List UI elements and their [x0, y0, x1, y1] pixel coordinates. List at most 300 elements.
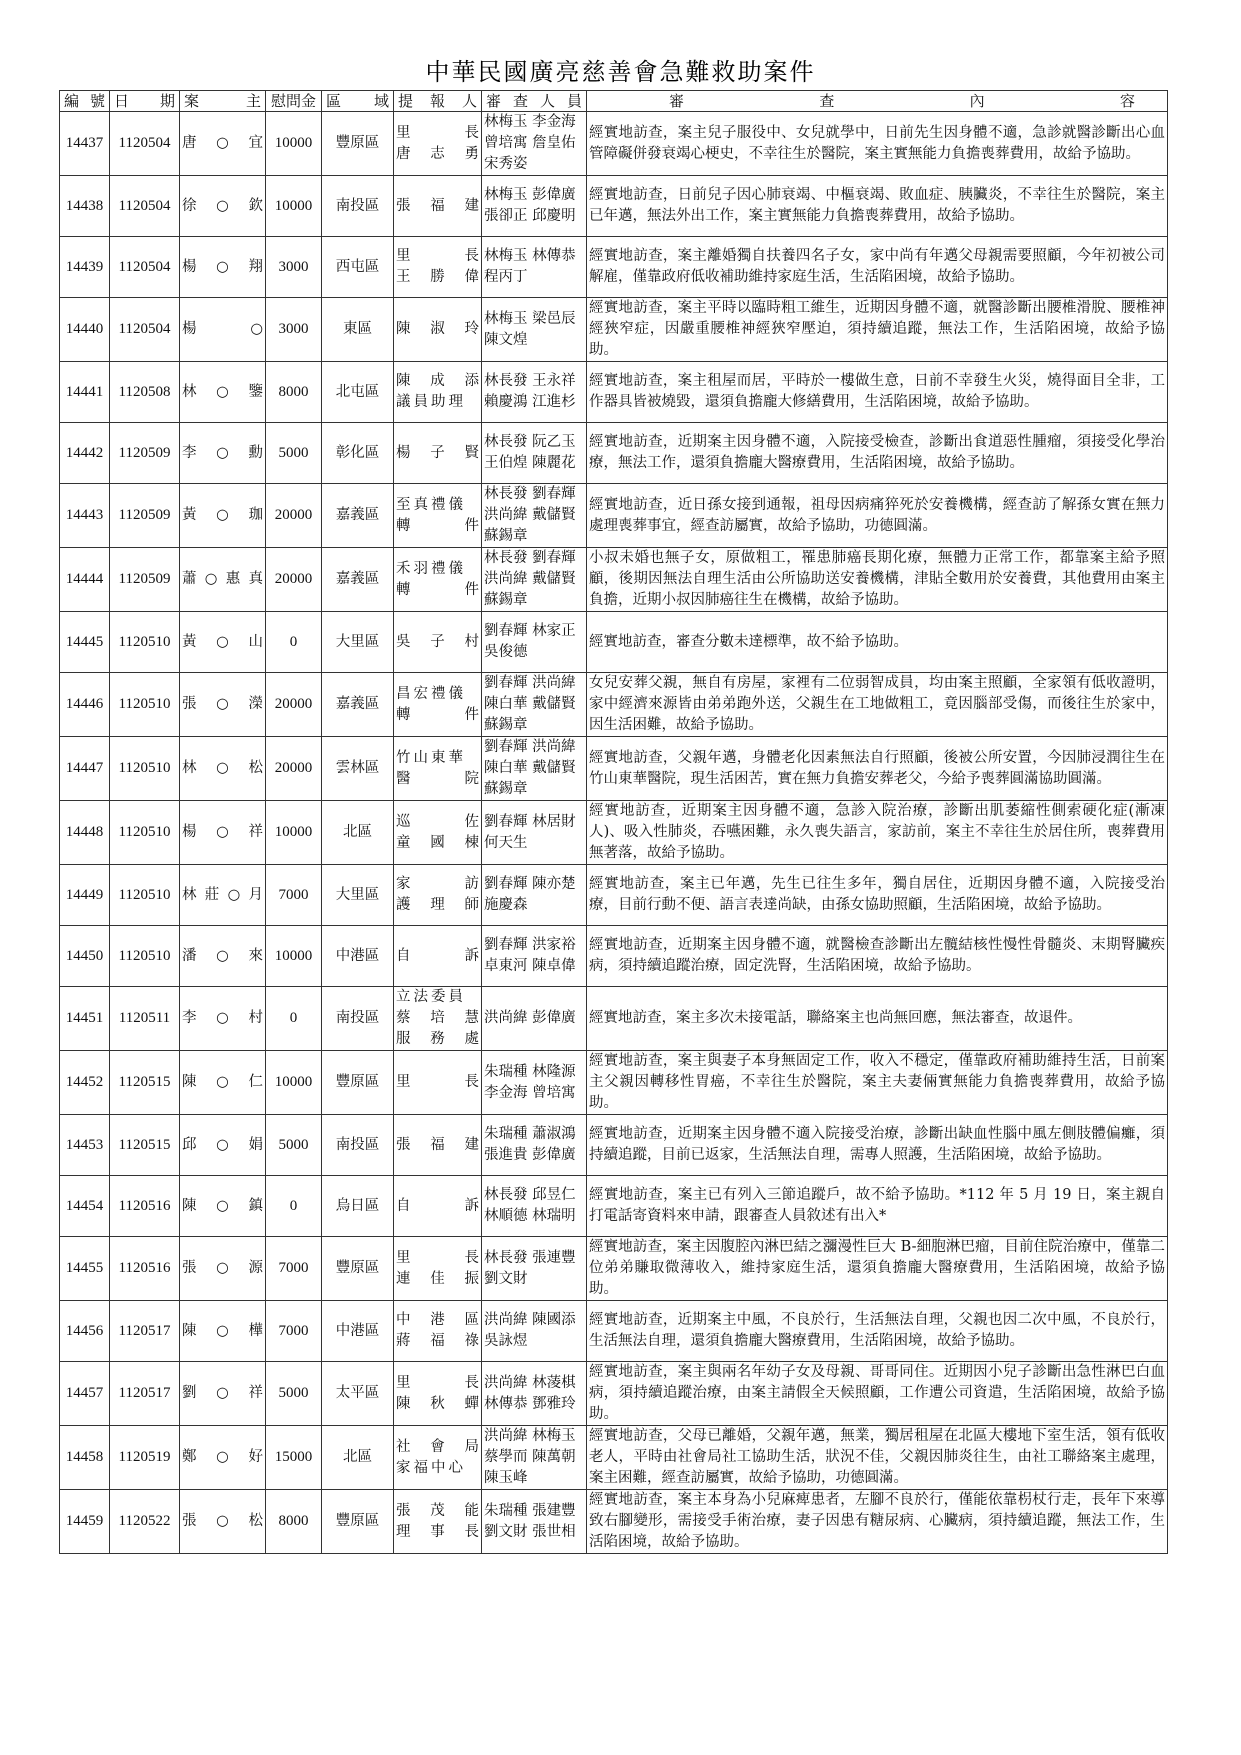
reviewer-line: 李金海 曾培寓 — [484, 1084, 576, 1101]
case-reviewers — [482, 1237, 587, 1301]
case-reporter — [394, 1490, 482, 1554]
reviewer-line: 洪尚緯 戴儲賢 — [484, 571, 576, 587]
table-row — [60, 926, 1168, 987]
case-number: 14440 — [60, 298, 110, 362]
case-applicant — [180, 673, 266, 737]
case-reviewers — [482, 987, 587, 1051]
case-content: 經實地訪查，父母已離婚，父親年邁，無業，獨居租屋在北區大樓地下室生活，領有低收老人，平時由社會局社工協助生活，狀況不佳，父親因肺炎往生，由社工聯絡案主處理，案主困難，經查訪屬實，故給予協助，功德圓滿。 — [587, 1426, 1168, 1490]
applicant-char: ○ — [250, 321, 263, 337]
case-reporter — [394, 484, 482, 548]
case-content: 經實地訪查，近期案主因身體不適，就醫檢查診斷出左髖結核性慢性骨髓炎、末期腎臟疾病，須持續追蹤治療，固定洗腎，生活陷困境，故給予協助。 — [587, 926, 1168, 987]
reporter-line: 護 理 師 — [396, 897, 479, 913]
case-reporter — [394, 1362, 482, 1426]
applicant-char: ○ — [216, 1449, 229, 1465]
case-amount: 15000 — [266, 1426, 322, 1490]
applicant-char: 濚 — [248, 696, 263, 712]
applicant-char: 潘 — [182, 947, 197, 964]
reporter-line: 自 訴 — [396, 1197, 479, 1214]
case-area: 大里區 — [322, 612, 394, 673]
reviewer-line: 程丙丁 — [484, 269, 528, 285]
reporter-line: 家福中心 — [396, 1459, 466, 1476]
reviewer-line: 林梅玉 李金海 — [484, 114, 576, 130]
case-date: 1120504 — [110, 237, 180, 298]
reporter-line: 連 佳 振 — [396, 1270, 479, 1287]
reviewer-line: 卓東河 陳卓偉 — [484, 958, 576, 974]
case-content: 經實地訪查，日前兒子因心肺衰竭、中樞衰竭、敗血症、胰臟炎，不幸往生於醫院，案主已年邁，無法外出工作，案主實無能力負擔喪葬費用，故給予協助。 — [587, 176, 1168, 237]
reviewer-line: 宋秀姿 — [484, 156, 528, 172]
case-reporter — [394, 865, 482, 926]
reviewer-line: 蘇錫章 — [484, 717, 528, 733]
case-area: 中港區 — [322, 1301, 394, 1362]
applicant-char: ○ — [216, 1136, 229, 1153]
case-reviewers — [482, 1362, 587, 1426]
applicant-char: 張 — [182, 1260, 197, 1276]
reporter-line: 服 務 處 — [396, 1031, 479, 1047]
applicant-char: 勳 — [248, 444, 263, 461]
header-reporter: 提 報 人 — [394, 91, 482, 112]
case-date: 1120516 — [110, 1176, 180, 1237]
case-area: 南投區 — [322, 176, 394, 237]
reviewer-line: 林長發 王永祥 — [484, 373, 576, 389]
case-reviewers — [482, 737, 587, 801]
reporter-line: 轉 件 — [396, 581, 479, 598]
case-applicant — [180, 484, 266, 548]
case-applicant — [180, 298, 266, 362]
case-area: 北區 — [322, 1426, 394, 1490]
reviewer-line: 洪尚緯 彭偉廣 — [484, 1010, 576, 1026]
case-applicant — [180, 1115, 266, 1176]
case-applicant — [180, 1490, 266, 1554]
reviewer-line: 林長發 邱昱仁 — [484, 1187, 576, 1203]
table-header-row — [60, 91, 1168, 112]
case-area: 豐原區 — [322, 1490, 394, 1554]
case-content: 經實地訪查，案主與兩名年幼子女及母親、哥哥同住。近期因小兒子診斷出急性淋巴白血病，須持續追蹤治療，由案主請假全天候照顧，工作遭公司資遣，生活陷困境，故給予協助。 — [587, 1362, 1168, 1426]
case-amount: 8000 — [266, 1490, 322, 1554]
table-row — [60, 423, 1168, 484]
reviewer-line: 劉春輝 洪家裕 — [484, 937, 576, 953]
applicant-char: 源 — [248, 1260, 263, 1276]
case-applicant — [180, 237, 266, 298]
reviewer-line: 林梅玉 彭偉廣 — [484, 187, 576, 203]
reviewer-line: 賴慶鴻 江進杉 — [484, 394, 576, 410]
applicant-char: 仁 — [248, 1074, 263, 1090]
case-reporter — [394, 423, 482, 484]
case-date: 1120522 — [110, 1490, 180, 1554]
case-reviewers — [482, 1490, 587, 1554]
applicant-char: ○ — [216, 1513, 229, 1529]
reporter-line: 立法委員 — [396, 989, 466, 1005]
reporter-line: 巡 佐 — [396, 813, 479, 830]
case-amount: 7000 — [266, 1301, 322, 1362]
reporter-line: 張 福 建 — [396, 1136, 479, 1153]
header-date: 日 期 — [110, 91, 180, 112]
case-reporter — [394, 737, 482, 801]
table-row — [60, 1490, 1168, 1554]
applicant-char: 鑒 — [248, 383, 263, 400]
case-reviewers — [482, 237, 587, 298]
reporter-line: 唐 志 勇 — [396, 145, 479, 162]
case-content: 女兒安葬父親，無自有房屋，家裡有二位弱智成員，均由案主照顧，全家領有低收證明，家中經濟來源皆由弟弟跑外送，父親生在工地做粗工，竟因腦部受傷，而後往生於家中，因生活困難，故給予協助。 — [587, 673, 1168, 737]
table-row — [60, 673, 1168, 737]
reporter-line: 里 長 — [396, 1374, 479, 1391]
case-reporter — [394, 176, 482, 237]
case-amount: 20000 — [266, 484, 322, 548]
case-reviewers — [482, 362, 587, 423]
reviewer-line: 洪尚緯 陳國添 — [484, 1312, 576, 1328]
case-content: 經實地訪查，案主租屋而居，平時於一樓做生意，日前不幸發生火災，燒得面目全非，工作器具皆被燒毀，還須負擔龐大修繕費用，生活陷困境，故給予協助。 — [587, 362, 1168, 423]
applicant-char: ○ — [216, 197, 229, 214]
case-reviewers — [482, 298, 587, 362]
reviewer-line: 林傳恭 鄧雅玲 — [484, 1395, 576, 1412]
reviewer-line: 林長發 張連豐 — [484, 1249, 576, 1266]
case-amount: 3000 — [266, 298, 322, 362]
case-number: 14454 — [60, 1176, 110, 1237]
case-reporter — [394, 112, 482, 176]
applicant-char: ○ — [204, 571, 218, 587]
reporter-line: 陳 秋 蟬 — [396, 1395, 479, 1412]
case-reviewers — [482, 926, 587, 987]
applicant-char: ○ — [216, 1260, 229, 1276]
case-area: 豐原區 — [322, 1051, 394, 1115]
case-number: 14437 — [60, 112, 110, 176]
case-date: 1120510 — [110, 801, 180, 865]
reviewer-line: 劉春輝 林居財 — [484, 813, 576, 830]
reporter-line: 張 茂 能 — [396, 1502, 479, 1519]
case-reporter — [394, 362, 482, 423]
case-date: 1120510 — [110, 673, 180, 737]
applicant-char: ○ — [216, 1385, 229, 1401]
reporter-line: 張 福 建 — [396, 197, 479, 214]
applicant-char: 村 — [248, 1010, 263, 1026]
case-area: 雲林區 — [322, 737, 394, 801]
case-date: 1120508 — [110, 362, 180, 423]
case-reviewers — [482, 176, 587, 237]
case-content: 經實地訪查，案主本身為小兒麻痺患者，左腳不良於行，僅能依靠枴杖行走，長年下來導致右腳變形，需接受手術治療，妻子因患有糖尿病、心臟病，須持續追蹤，無法工作，生活陷困境，故給予協助。 — [587, 1490, 1168, 1554]
reviewer-line: 林長發 阮乙玉 — [484, 434, 576, 450]
table-row — [60, 737, 1168, 801]
case-amount: 7000 — [266, 1237, 322, 1301]
applicant-char: 樺 — [248, 1322, 263, 1339]
reviewer-line: 張進貴 彭偉廣 — [484, 1147, 576, 1163]
case-number: 14447 — [60, 737, 110, 801]
case-number: 14446 — [60, 673, 110, 737]
case-date: 1120504 — [110, 298, 180, 362]
applicant-char: ○ — [216, 1322, 229, 1339]
table-row — [60, 1176, 1168, 1237]
case-amount: 20000 — [266, 737, 322, 801]
table-row — [60, 1051, 1168, 1115]
case-area: 烏日區 — [322, 1176, 394, 1237]
reviewer-line: 陳玉峰 — [484, 1470, 528, 1486]
table-row — [60, 298, 1168, 362]
case-applicant — [180, 362, 266, 423]
applicant-char: 松 — [248, 1513, 263, 1529]
applicant-char: ○ — [227, 886, 241, 903]
case-date: 1120510 — [110, 926, 180, 987]
applicant-char: 李 — [182, 444, 197, 461]
reporter-line: 吳 子 村 — [396, 633, 479, 650]
case-content: 經實地訪查，審查分數未達標準，故不給予協助。 — [587, 612, 1168, 673]
case-number: 14458 — [60, 1426, 110, 1490]
table-row — [60, 801, 1168, 865]
reporter-line: 禾羽禮儀 — [396, 560, 466, 577]
reviewer-line: 朱瑞種 蕭淑鴻 — [484, 1126, 576, 1142]
case-reviewers — [482, 612, 587, 673]
reporter-line: 議員助理 — [396, 394, 466, 410]
case-date: 1120509 — [110, 548, 180, 612]
reporter-line: 陳 成 添 — [396, 373, 479, 389]
table-row — [60, 112, 1168, 176]
applicant-char: 鄭 — [182, 1449, 197, 1465]
case-reporter — [394, 801, 482, 865]
reporter-line: 醫 院 — [396, 770, 479, 787]
reporter-line: 里 長 — [396, 1074, 479, 1090]
case-amount: 5000 — [266, 1362, 322, 1426]
case-amount: 5000 — [266, 1115, 322, 1176]
reviewer-line: 陳文煌 — [484, 331, 528, 348]
applicant-char: ○ — [216, 824, 229, 840]
reviewer-line: 蘇錫章 — [484, 528, 528, 544]
applicant-char: ○ — [216, 383, 229, 400]
reporter-line: 自 訴 — [396, 947, 479, 964]
reporter-line: 家 訪 — [396, 876, 479, 892]
case-reviewers — [482, 673, 587, 737]
case-reporter — [394, 1115, 482, 1176]
case-area: 大里區 — [322, 865, 394, 926]
case-reporter — [394, 1301, 482, 1362]
case-content: 經實地訪查，案主已年邁，先生已往生多年，獨自居住，近期因身體不適，入院接受治療，目前行動不便、語言表達尚缺，由孫女協助照顧，生活陷困境，故給予協助。 — [587, 865, 1168, 926]
case-reviewers — [482, 1176, 587, 1237]
reporter-line: 轉 件 — [396, 517, 479, 534]
case-content: 經實地訪查，案主兒子服役中、女兒就學中，日前先生因身體不適，急診就醫診斷出心血管障礙併發衰竭心梗史，不幸往生於醫院，案主實無能力負擔喪葬費用，故給予協助。 — [587, 112, 1168, 176]
case-number: 14456 — [60, 1301, 110, 1362]
case-content: 經實地訪查，近期案主因身體不適，入院接受檢查，診斷出食道惡性腫瘤，須接受化學治療，無法工作，還須負擔龐大醫療費用，生活陷困境，故給予協助。 — [587, 423, 1168, 484]
reviewer-line: 林梅玉 梁邑辰 — [484, 310, 576, 327]
table-row — [60, 987, 1168, 1051]
case-applicant — [180, 1362, 266, 1426]
reviewer-line: 陳白華 戴儲賢 — [484, 696, 576, 712]
applicant-char: 翔 — [248, 258, 263, 275]
applicant-char: ○ — [216, 947, 229, 964]
header-content: 審 查 內 容 — [587, 91, 1168, 112]
applicant-char: 唐 — [182, 135, 197, 151]
reviewer-line: 張卻正 邱慶明 — [484, 208, 576, 224]
case-amount: 0 — [266, 1176, 322, 1237]
header-reviewers: 審 查 人 員 — [482, 91, 587, 112]
table-row — [60, 237, 1168, 298]
case-reporter — [394, 1176, 482, 1237]
case-amount: 5000 — [266, 423, 322, 484]
page-title: 中華民國廣亮慈善會急難救助案件 — [425, 58, 816, 86]
case-applicant — [180, 176, 266, 237]
case-applicant — [180, 548, 266, 612]
case-number: 14459 — [60, 1490, 110, 1554]
case-reporter — [394, 1051, 482, 1115]
case-applicant — [180, 737, 266, 801]
case-applicant — [180, 865, 266, 926]
case-area: 嘉義區 — [322, 673, 394, 737]
case-content: 經實地訪查，父親年邁，身體老化因素無法自行照顧，後被公所安置，今因肺浸潤往生在竹山東華醫院，現生活困苦，實在無力負擔安葬老父，今給予喪葬圓滿協助圓滿。 — [587, 737, 1168, 801]
case-reporter — [394, 1237, 482, 1301]
case-amount: 10000 — [266, 112, 322, 176]
case-amount: 20000 — [266, 548, 322, 612]
case-reviewers — [482, 1426, 587, 1490]
case-amount: 7000 — [266, 865, 322, 926]
case-content: 經實地訪查，案主離婚獨自扶養四名子女，家中尚有年邁父母親需要照顧，今年初被公司解雇，僅靠政府低收補助維持家庭生活，生活陷困境，故給予協助。 — [587, 237, 1168, 298]
reporter-line: 昌宏禮儀 — [396, 685, 466, 702]
reviewer-line: 何天生 — [484, 834, 528, 851]
case-number: 14450 — [60, 926, 110, 987]
case-number: 14443 — [60, 484, 110, 548]
case-applicant — [180, 112, 266, 176]
case-amount: 3000 — [266, 237, 322, 298]
case-applicant — [180, 926, 266, 987]
applicant-char: ○ — [216, 1074, 229, 1090]
case-content: 經實地訪查，近期案主因身體不適入院接受治療，診斷出缺血性腦中風左側肢體偏癱，須持續追蹤，目前已返家，生活無法自理，需專人照護，生活陷困境，故給予協助。 — [587, 1115, 1168, 1176]
applicant-char: 陳 — [182, 1197, 197, 1214]
reviewer-line: 朱瑞種 林隆源 — [484, 1063, 576, 1080]
applicant-char: 楊 — [182, 258, 197, 275]
applicant-char: 李 — [182, 1010, 197, 1026]
case-reviewers — [482, 1051, 587, 1115]
case-area: 太平區 — [322, 1362, 394, 1426]
case-reporter — [394, 1426, 482, 1490]
reviewer-line: 洪尚緯 林蓤棋 — [484, 1374, 576, 1391]
case-content: 小叔未婚也無子女，原做粗工，罹患肺癌長期化療，無體力正常工作，都靠案主給予照顧，後期因無法自理生活由公所協助送安養機構，津貼全數用於安養費，其他費用由案主負擔，近期小叔因肺癌往生在機構，故給予協助。 — [587, 548, 1168, 612]
table-row — [60, 865, 1168, 926]
case-reviewers — [482, 801, 587, 865]
reporter-line: 蔡 培 慧 — [396, 1010, 479, 1026]
applicant-char: ○ — [216, 444, 229, 461]
reporter-line: 楊 子 賢 — [396, 444, 479, 461]
table-row — [60, 1115, 1168, 1176]
case-area: 嘉義區 — [322, 484, 394, 548]
applicant-char: 邱 — [182, 1136, 197, 1153]
applicant-char: ○ — [216, 135, 229, 151]
reporter-line: 理 事 長 — [396, 1523, 479, 1540]
case-content: 經實地訪查，近期案主因身體不適，急診入院治療，診斷出肌萎縮性側索硬化症(漸凍人)、吸入性肺炎，吞嚥困難，永久喪失語言，家訪前，案主不幸往生於居住所，喪葬費用無著落，故給予協助。 — [587, 801, 1168, 865]
case-amount: 10000 — [266, 1051, 322, 1115]
case-area: 嘉義區 — [322, 548, 394, 612]
case-area: 西屯區 — [322, 237, 394, 298]
case-date: 1120510 — [110, 737, 180, 801]
reviewer-line: 林長發 劉春輝 — [484, 550, 576, 566]
case-applicant — [180, 1301, 266, 1362]
case-applicant — [180, 1237, 266, 1301]
case-content: 經實地訪查，案主多次未接電話，聯絡案主也尚無回應，無法審查，故退件。 — [587, 987, 1168, 1051]
reviewer-line: 曾培寓 詹皇佑 — [484, 135, 576, 151]
case-reviewers — [482, 423, 587, 484]
case-number: 14448 — [60, 801, 110, 865]
case-number: 14444 — [60, 548, 110, 612]
reviewer-line: 劉春輝 陳亦楚 — [484, 876, 576, 892]
case-number: 14449 — [60, 865, 110, 926]
applicant-char: ○ — [216, 1010, 229, 1026]
header-area: 區 域 — [322, 91, 394, 112]
table-row — [60, 362, 1168, 423]
case-reporter — [394, 926, 482, 987]
applicant-char: 宜 — [248, 135, 263, 151]
case-date: 1120509 — [110, 484, 180, 548]
reporter-line: 陳 淑 玲 — [396, 321, 479, 337]
reporter-line: 中 港 區 — [396, 1312, 479, 1328]
case-reporter — [394, 298, 482, 362]
reviewer-line: 蘇錫章 — [484, 781, 528, 797]
case-number: 14452 — [60, 1051, 110, 1115]
case-content: 經實地訪查，案主已有列入三節追蹤戶，故不給予協助。*112 年 5 月 19 日，案主親自打電話寄資料來申請，跟審查人員敘述有出入* — [587, 1176, 1168, 1237]
case-amount: 20000 — [266, 673, 322, 737]
case-date: 1120517 — [110, 1301, 180, 1362]
case-applicant — [180, 987, 266, 1051]
reviewer-line: 林梅玉 林傳恭 — [484, 248, 576, 264]
case-date: 1120504 — [110, 176, 180, 237]
reviewer-line: 王伯煌 陳麗花 — [484, 455, 576, 471]
case-area: 南投區 — [322, 1115, 394, 1176]
case-number: 14445 — [60, 612, 110, 673]
case-date: 1120511 — [110, 987, 180, 1051]
case-content: 經實地訪查，近期案主中風，不良於行，生活無法自理，父親也因二次中風，不良於行，生活無法自理，還須負擔龐大醫療費用，生活陷困境，故給予協助。 — [587, 1301, 1168, 1362]
case-amount: 10000 — [266, 176, 322, 237]
reporter-line: 童 國 棟 — [396, 834, 479, 851]
applicant-char: ○ — [216, 633, 229, 650]
case-amount: 10000 — [266, 801, 322, 865]
reviewer-line: 劉文財 張世相 — [484, 1523, 576, 1540]
table-row — [60, 1237, 1168, 1301]
case-reporter — [394, 673, 482, 737]
case-number: 14455 — [60, 1237, 110, 1301]
case-amount: 0 — [266, 612, 322, 673]
applicant-char: ○ — [216, 760, 229, 776]
relief-cases-table — [59, 90, 1168, 1554]
applicant-char: 楊 — [182, 824, 197, 840]
table-row — [60, 176, 1168, 237]
case-reporter — [394, 548, 482, 612]
case-content: 經實地訪查，近日孫女接到通報，祖母因病痛猝死於安養機構，經查訪了解孫女實在無力處理喪葬事宜，經查訪屬實，故給予協助，功德圓滿。 — [587, 484, 1168, 548]
case-area: 中港區 — [322, 926, 394, 987]
reporter-line: 蔣 福 祿 — [396, 1333, 479, 1349]
case-reviewers — [482, 1301, 587, 1362]
case-area: 北區 — [322, 801, 394, 865]
case-date: 1120504 — [110, 112, 180, 176]
table-row — [60, 1426, 1168, 1490]
reviewer-line: 林長發 劉春輝 — [484, 486, 576, 502]
case-amount: 8000 — [266, 362, 322, 423]
applicant-char: 月 — [248, 886, 263, 903]
applicant-char: 惠 — [225, 571, 241, 587]
applicant-char: ○ — [216, 258, 229, 275]
table-row — [60, 1362, 1168, 1426]
case-applicant — [180, 1051, 266, 1115]
applicant-char: 鎮 — [248, 1197, 263, 1214]
applicant-char: 陳 — [182, 1074, 197, 1090]
case-applicant — [180, 423, 266, 484]
applicant-char: 劉 — [182, 1385, 197, 1401]
case-date: 1120515 — [110, 1051, 180, 1115]
reporter-line: 轉 件 — [396, 706, 479, 723]
header-applicant: 案 主 — [180, 91, 266, 112]
reporter-line: 社 會 局 — [396, 1438, 479, 1455]
applicant-char: 松 — [248, 760, 263, 776]
case-date: 1120510 — [110, 865, 180, 926]
applicant-char: ○ — [216, 1197, 229, 1214]
applicant-char: ○ — [216, 696, 229, 712]
case-number: 14442 — [60, 423, 110, 484]
applicant-char: 徐 — [182, 197, 197, 214]
reviewer-line: 劉春輝 林家正 — [484, 623, 576, 639]
case-applicant — [180, 1176, 266, 1237]
case-number: 14451 — [60, 987, 110, 1051]
header-amount: 慰問金 — [266, 91, 322, 112]
